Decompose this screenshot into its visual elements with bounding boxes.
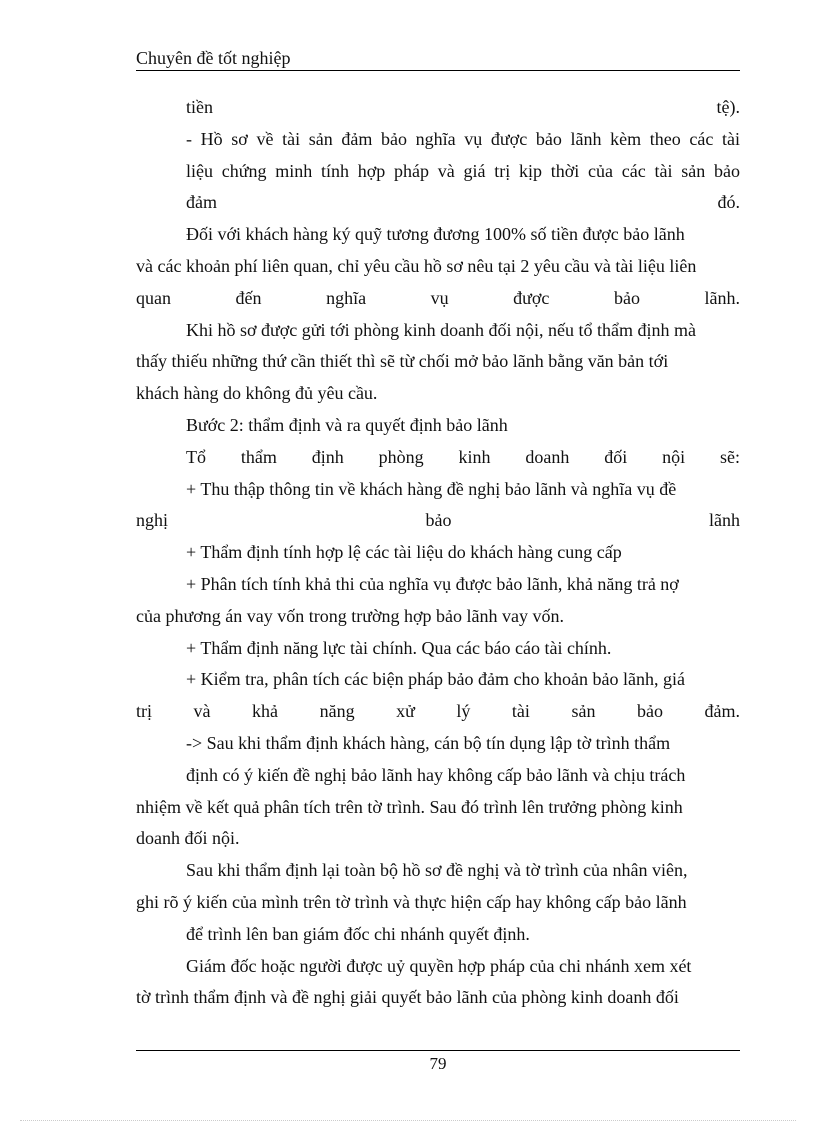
text-line: Khi hồ sơ được gửi tới phòng kinh doanh đối nội, nếu tổ thẩm định mà <box>186 319 697 340</box>
text-line: liệu chứng minh tính hợp pháp và giá trị kịp thời của các tài sản bảo <box>186 160 740 181</box>
text-line: -> Sau khi thẩm định khách hàng, cán bộ tín dụng lập tờ trình thẩm <box>186 732 671 753</box>
text-line: + Phân tích tính khả thi của nghĩa vụ được bảo lãnh, khả năng trả nợ <box>186 573 679 594</box>
text-line: + Thu thập thông tin về khách hàng đề nghị bảo lãnh và nghĩa vụ đề <box>186 478 677 499</box>
text-line: Đối với khách hàng ký quỹ tương đương 100% số tiền được bảo lãnh <box>186 224 685 245</box>
text-line: + Thẩm định năng lực tài chính. Qua các báo cáo tài chính. <box>186 637 612 658</box>
text-line: - Hồ sơ về tài sản đảm bảo nghĩa vụ được bảo lãnh kèm theo các tài <box>186 128 740 149</box>
text-line: Sau khi thẩm định lại toàn bộ hồ sơ đề nghị và tờ trình của nhân viên, <box>186 860 688 881</box>
body-text <box>136 92 740 1014</box>
text-line: Giám đốc hoặc người được uỷ quyền hợp pháp của chi nhánh xem xét <box>186 955 692 976</box>
text-line: quan đến nghĩa vụ được bảo lãnh. <box>136 287 740 308</box>
text-line: + Kiểm tra, phân tích các biện pháp bảo đảm cho khoản bảo lãnh, giá <box>186 669 685 690</box>
text-line: tiền tệ). <box>186 97 740 117</box>
text-line: của phương án vay vốn trong trường hợp bảo lãnh vay vốn. <box>136 605 564 626</box>
text-line: Tổ thẩm định phòng kinh doanh đối nội sẽ: <box>186 446 740 467</box>
text-line: để trình lên ban giám đốc chi nhánh quyết định. <box>186 923 530 944</box>
text-line: thấy thiếu những thứ cần thiết thì sẽ từ chối mở bảo lãnh bằng văn bản tới <box>136 351 669 372</box>
text-line: tờ trình thẩm định và đề nghị giải quyết bảo lãnh của phòng kinh doanh đối <box>136 987 679 1008</box>
text-line: nhiệm về kết quả phân tích trên tờ trình. Sau đó trình lên trưởng phòng kinh <box>136 796 683 817</box>
text-line: khách hàng do không đủ yêu cầu. <box>136 383 378 404</box>
page-number: 79 <box>429 1054 447 1073</box>
text-line: + Thẩm định tính hợp lệ các tài liệu do khách hàng cung cấp <box>186 542 622 563</box>
text-line: định có ý kiến đề nghị bảo lãnh hay không cấp bảo lãnh và chịu trách <box>186 764 686 785</box>
header-rule <box>136 70 740 71</box>
text-line: đảm đó. <box>186 192 740 213</box>
bottom-dotted-border <box>20 1120 796 1121</box>
text-line: doanh đối nội. <box>136 828 240 849</box>
footer-rule <box>136 1050 740 1051</box>
text-line: và các khoản phí liên quan, chỉ yêu cầu hồ sơ nêu tại 2 yêu cầu và tài liệu liên <box>136 255 697 276</box>
text-line: ghi rõ ý kiến của mình trên tờ trình và thực hiện cấp hay không cấp bảo lãnh <box>136 891 687 912</box>
header-title: Chuyên đề tốt nghiệp <box>136 48 291 68</box>
text-line: trị và khả năng xử lý tài sản bảo đảm. <box>136 701 740 722</box>
text-line: nghị bảo lãnh <box>136 510 740 531</box>
section-heading: Bước 2: thẩm định và ra quyết định bảo lãnh <box>186 414 508 435</box>
